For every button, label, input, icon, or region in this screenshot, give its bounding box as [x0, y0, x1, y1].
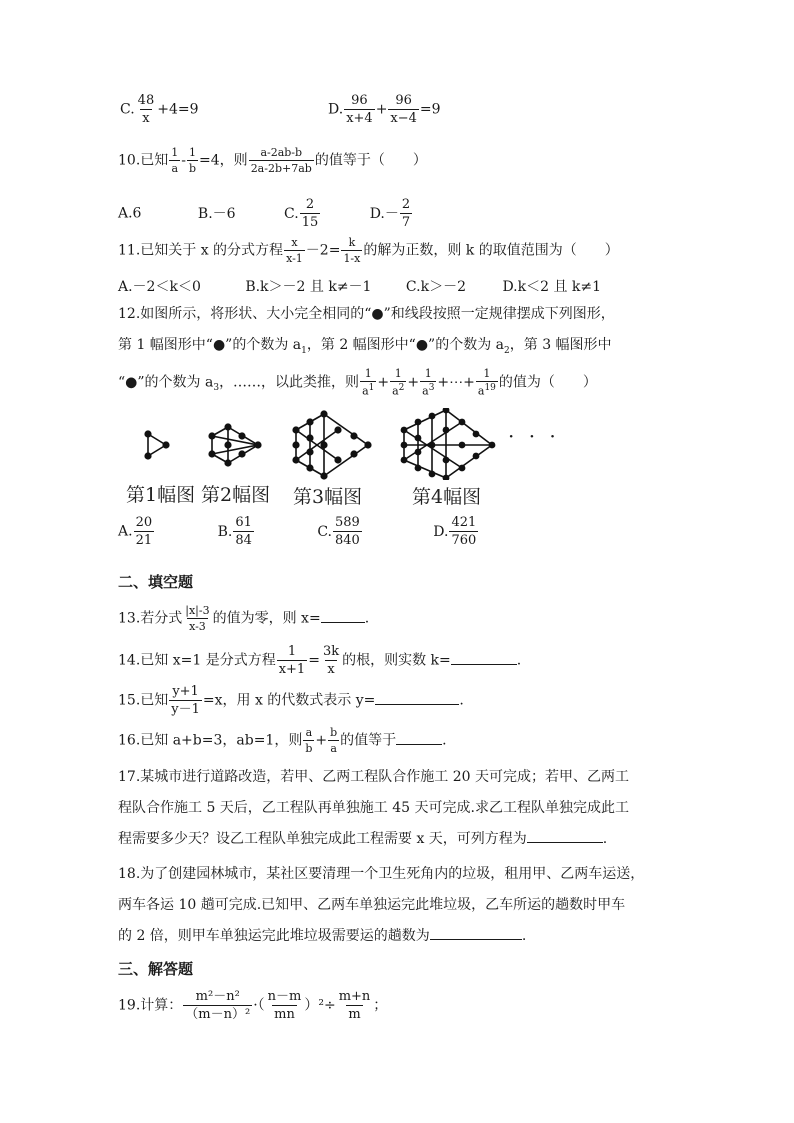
question-18-line3: 的 2 倍，则甲车单独运完此堆垃圾需要运的趟数为 . — [118, 928, 527, 944]
figure-4-triangle — [401, 408, 496, 480]
question-17-line1: 17.某城市进行道路改造，若甲、乙两工程队合作施工 20 天可完成；若甲、乙两工 — [118, 769, 629, 785]
figure-3-label: 第3幅图 — [293, 486, 363, 508]
figure-2-label: 第2幅图 — [201, 484, 271, 506]
q9-option-c: C. $\frac{48}{x}$ +4=9 — [120, 93, 199, 126]
section-fill-in-title: 二、填空题 — [118, 573, 194, 591]
question-10: 10.已知 $\frac{1}{a}$ - $\frac{1}{b}$ =4，则 $\frac{a-2ab-b}{2a-2b+7ab}$ 的值等于（ ） — [118, 146, 427, 175]
answer-blank[interactable] — [451, 651, 517, 665]
figure-1-triangle — [144, 430, 169, 459]
question-18-line1: 18.为了创建园林城市，某社区要清理一个卫生死角内的垃圾，租用甲、乙两车运送， — [118, 866, 645, 882]
question-18-line2: 两车各运 10 趟可完成.已知甲、乙两车单独运完此堆垃圾，乙车所运的趟数时甲车 — [118, 897, 626, 913]
question-16: 16.已知 a+b=3，ab=1，则 $\frac{a}{b}$ + $\frac{b}{a}$ 的值等于 . — [118, 726, 447, 755]
question-17-line2: 程队合作施工 5 天后，乙工程队再单独施工 45 天可完成.求乙工程队单独完成此工 — [118, 800, 629, 816]
question-12-line3: “●”的个数为 $a_3$，……，以此类推，则 $\frac{1}{a^1}$ + $\frac{1}{a^2}$ + $\frac{1}{a^3}$ +⋯+ $\frac{1}{a^{19}}$ 的值为（ ） — [118, 367, 597, 398]
section-answer-title: 三、解答题 — [118, 960, 194, 978]
q9-option-d: D. $\frac{96}{x+4}$ + $\frac{96}{x-4}$ =9 — [328, 93, 441, 126]
figure-4-label: 第4幅图 — [412, 486, 482, 508]
question-11-options: A.－2＜k＜0 B.k＞－2 且 k≠－1 C.k＞－2 D.k＜2 且 k≠1 — [118, 279, 602, 295]
question-12-line2: 第 1 幅图形中“●”的个数为 $a_1$，第 2 幅图形中“●”的个数为 $a_2$，第 3 幅图形中 — [118, 337, 612, 356]
question-10-options: A.6 B.－6 C. $\frac{2}{15}$ D.－ $\frac{2}{7}$ — [118, 197, 411, 230]
figure-3-triangle — [292, 410, 371, 479]
question-17-line3: 程需要多少天？设乙工程队单独完成此工程需要 x 天，可列方程为 . — [118, 831, 608, 847]
question-19: 19.计算： $\frac{\text{m²－n²}}{\text{（m－n）²}}$ ·（ $\frac{n-m}{mn}$ ）²÷ $\frac{m+n}{m}$ ； — [118, 989, 388, 1022]
pattern-figure — [118, 408, 558, 480]
figure-2-triangle — [208, 423, 261, 466]
figure-1-label: 第1幅图 — [126, 484, 196, 506]
question-12-line1: 12.如图所示，将形状、大小完全相同的“●”和线段按照一定规律摆成下列图形， — [118, 306, 615, 322]
question-11: 11.已知关于 x 的分式方程 $\frac{x}{x-1}$ －2= $\frac{k}{1-x}$ 的解为正数，则 k 的取值范围为（ ） — [118, 236, 619, 265]
question-13: 13.若分式 $\frac{|x|-3}{x-3}$ 的值为零，则 x= . — [118, 604, 370, 633]
answer-blank[interactable] — [527, 829, 603, 843]
question-12-options: A. $\frac{20}{21}$ B. $\frac{61}{84}$ C. $\frac{589}{840}$ D. $\frac{421}{760}$ — [118, 515, 477, 548]
answer-blank[interactable] — [375, 691, 459, 705]
figure-ellipsis: · · · — [508, 424, 560, 448]
question-14: 14.已知 x=1 是分式方程 $\frac{1}{x+1}$ = $\frac{3k}{x}$ 的根，则实数 k= . — [118, 644, 522, 677]
question-15: 15.已知 $\frac{y+1}{y-1}$ =x，用 x 的代数式表示 y= . — [118, 684, 464, 717]
answer-blank[interactable] — [396, 731, 442, 745]
answer-blank[interactable] — [321, 609, 365, 623]
answer-blank[interactable] — [430, 926, 522, 940]
